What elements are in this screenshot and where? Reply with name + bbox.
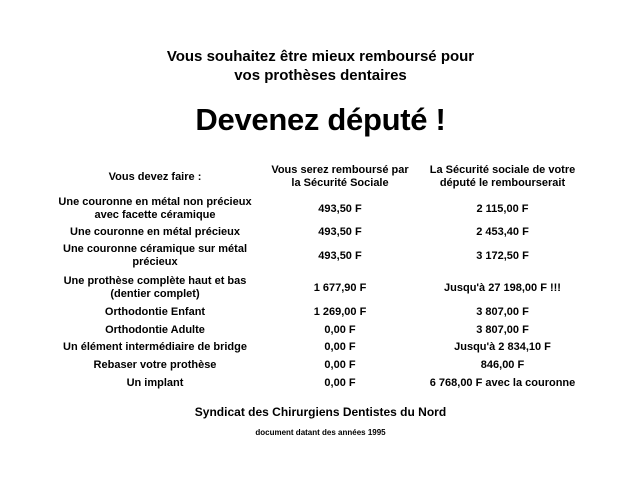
header-task-line: Vous devez faire :: [108, 171, 202, 183]
row-label: [45, 324, 265, 337]
row-label: [45, 306, 265, 319]
row-label-line: Rebaser votre prothèse: [93, 359, 217, 371]
row-secu-value: 1 677,90 F: [313, 282, 367, 294]
row-depute-value: 3 807,00 F: [476, 324, 529, 336]
intro-line-2: vos prothèses dentaires: [234, 67, 407, 84]
header-depute-line: La Sécurité sociale de votre: [429, 164, 576, 176]
row-label: [45, 243, 265, 269]
row-label: [45, 226, 265, 239]
row-secu-value: 0,00 F: [324, 324, 356, 336]
row-label: [45, 196, 265, 222]
header-secu-line: Vous serez remboursé par: [271, 164, 409, 176]
row-label-line: Un implant: [126, 377, 184, 389]
footer-note: document datant des années 1995: [255, 428, 386, 437]
row-label-line: avec facette céramique: [94, 209, 216, 221]
row-depute-value: 3 172,50 F: [476, 250, 529, 262]
row-label-line: Une couronne céramique sur métal: [63, 243, 247, 255]
header-secu-line: la Sécurité Sociale: [291, 177, 389, 189]
row-depute-value: 3 807,00 F: [476, 306, 529, 318]
headline: Devenez député !: [195, 102, 446, 137]
row-label-line: Orthodontie Enfant: [104, 306, 206, 318]
row-label: [45, 275, 265, 301]
row-label-line: Une couronne en métal précieux: [70, 226, 240, 238]
header-task: [45, 171, 265, 184]
footer-organization: Syndicat des Chirurgiens Dentistes du Nord: [194, 405, 447, 419]
intro-line-1: Vous souhaitez être mieux remboursé pour: [166, 48, 475, 65]
row-label-line: Orthodontie Adulte: [105, 324, 205, 336]
row-label-line: (dentier complet): [110, 288, 200, 300]
row-depute-value: 2 115,00 F: [476, 203, 529, 215]
row-label-line: Une prothèse complète haut et bas: [63, 275, 247, 287]
row-secu-value: 493,50 F: [318, 203, 362, 215]
row-depute-value: Jusqu'à 27 198,00 F !!!: [444, 282, 561, 294]
row-secu-value: 0,00 F: [324, 359, 356, 371]
header-secu: [264, 164, 416, 190]
row-label-line: Une couronne en métal non précieux: [58, 196, 252, 208]
header-depute-line: député le rembourserait: [439, 177, 566, 189]
row-secu-value: 493,50 F: [318, 226, 362, 238]
row-depute-value: 6 768,00 F avec la couronne: [429, 377, 576, 389]
row-label: [45, 341, 265, 354]
row-depute-value: Jusqu'à 2 834,10 F: [454, 341, 551, 353]
row-secu-value: 0,00 F: [324, 377, 356, 389]
row-label-line: Un élément intermédiaire de bridge: [63, 341, 247, 353]
row-secu-value: 493,50 F: [318, 250, 362, 262]
row-depute-value: 846,00 F: [480, 359, 525, 371]
row-secu-value: 1 269,00 F: [313, 306, 367, 318]
header-depute: [410, 164, 595, 190]
row-label: [45, 377, 265, 390]
row-label: [45, 359, 265, 372]
row-label-line: précieux: [132, 256, 178, 268]
row-depute-value: 2 453,40 F: [476, 226, 529, 238]
row-secu-value: 0,00 F: [324, 341, 356, 353]
